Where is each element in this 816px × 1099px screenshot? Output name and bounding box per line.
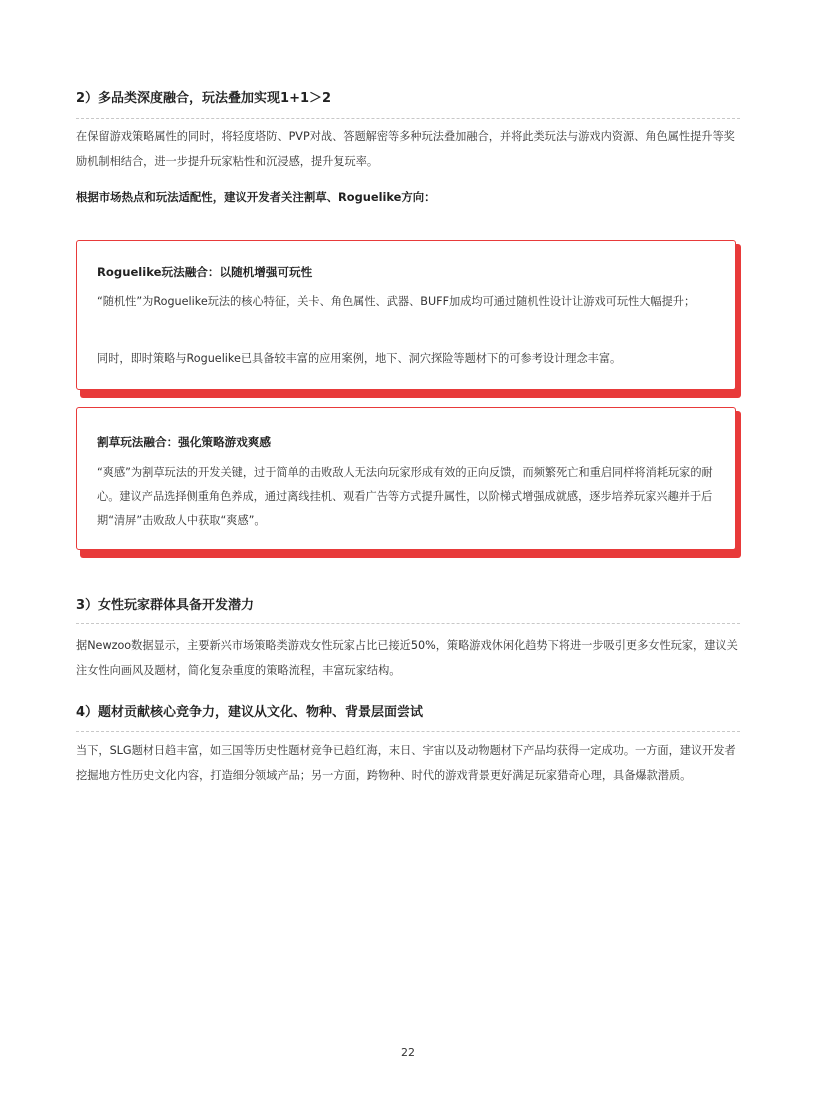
recommendation-text: 根据市场热点和玩法适配性，建议开发者关注割草、Roguelike方向：: [76, 190, 436, 204]
section-3-divider: [76, 623, 740, 624]
roguelike-card-paragraph-1: “随机性”为Roguelike玩法的核心特征，关卡、角色属性、武器、BUFF加成均可通过随机性设计让游戏可玩性大幅提升；: [97, 295, 696, 308]
section-4-paragraph: 当下，SLG题材日趋丰富，如三国等历史性题材竞争已趋红海，末日、宇宙以及动物题材下产品均获得一定成功。一方面，建议开发者挖掘地方性历史文化内容，打造细分领域产品；另一方面，跨物种、时代的游戏背景更好满足玩家猎奇心理，具备爆款潜质。: [76, 744, 736, 782]
section-4-divider: [76, 731, 740, 732]
page-number: 22: [401, 1046, 415, 1059]
mowing-card: [76, 407, 736, 550]
roguelike-card-title: Roguelike玩法融合：以随机增强可玩性: [97, 265, 313, 279]
roguelike-card: [76, 240, 736, 390]
section-2-divider: [76, 118, 740, 119]
section-2-heading: 2）多品类深度融合，玩法叠加实现1+1＞2: [76, 91, 332, 106]
mowing-card-paragraph: “爽感”为割草玩法的开发关键，过于简单的击败敌人无法向玩家形成有效的正向反馈，而频繁死亡和重启同样将消耗玩家的耐心。建议产品选择侧重角色养成，通过离线挂机、观看广告等方式提升属性，以阶梯式增强成就感，逐步培养玩家兴趣并于后期“清屏”击败敌人中获取“爽感”。: [97, 466, 713, 527]
section-3-heading: 3）女性玩家群体具备开发潜力: [76, 598, 255, 613]
section-3-paragraph: 据Newzoo数据显示，主要新兴市场策略类游戏女性玩家占比已接近50%，策略游戏休闲化趋势下将进一步吸引更多女性玩家，建议关注女性向画风及题材，简化复杂重度的策略流程，丰富玩家结构。: [76, 639, 738, 677]
roguelike-card-paragraph-2: 同时，即时策略与Roguelike已具备较丰富的应用案例，地下、洞穴探险等题材下的可参考设计理念丰富。: [97, 352, 622, 365]
section-2-paragraph: 在保留游戏策略属性的同时，将轻度塔防、PVP对战、答题解密等多种玩法叠加融合，并将此类玩法与游戏内资源、角色属性提升等奖励机制相结合，进一步提升玩家粘性和沉浸感，提升复玩率。: [76, 130, 735, 168]
mowing-card-title: 割草玩法融合：强化策略游戏爽感: [97, 435, 271, 449]
section-4-heading: 4）题材贡献核心竞争力，建议从文化、物种、背景层面尝试: [76, 705, 424, 720]
